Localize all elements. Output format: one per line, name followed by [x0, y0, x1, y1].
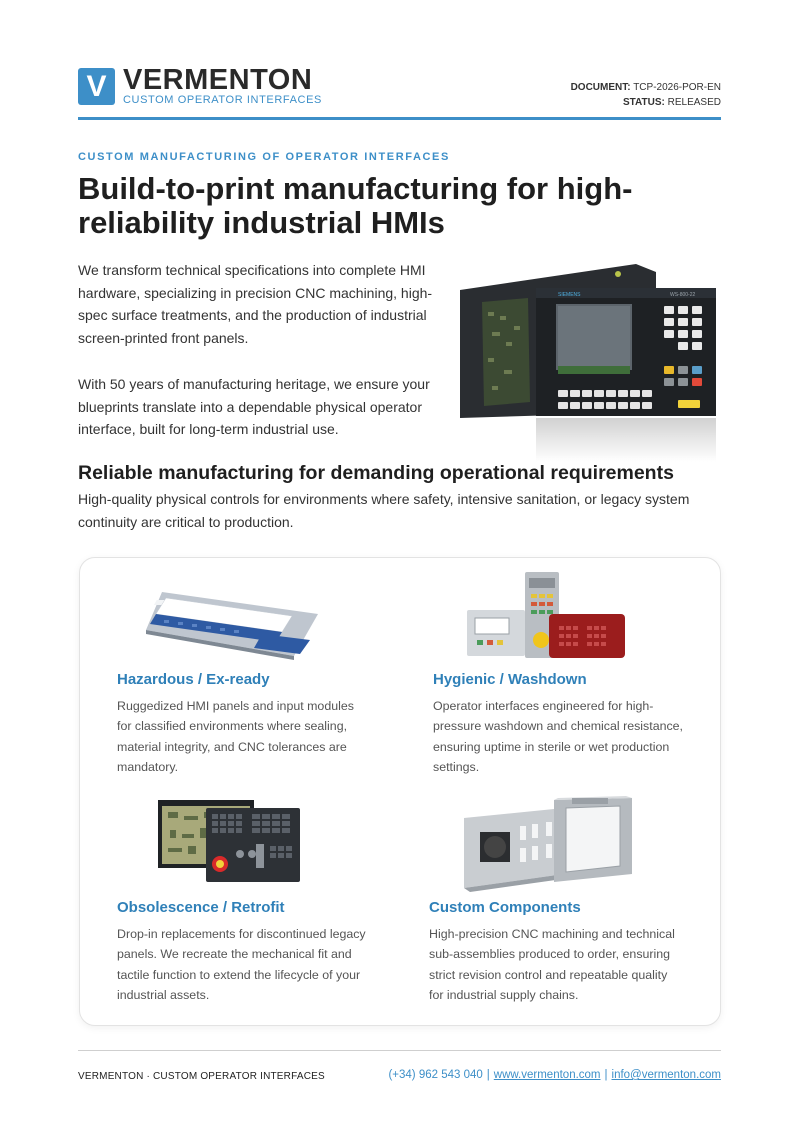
footer-company: VERMENTON · CUSTOM OPERATOR INTERFACES: [78, 1071, 325, 1082]
page-header: [78, 66, 721, 120]
intro-text: [78, 259, 443, 441]
keyboard-panel-image: [142, 584, 322, 664]
hero-brand-label: SIEMENS: [558, 292, 581, 298]
footer-contacts: [388, 1069, 721, 1081]
document-number: TCP-2026-POR-EN: [633, 82, 721, 93]
feature-description-hazardous: Ruggedized HMI panels and input modules for classified environments where sealing, material integrity, and CNC tolerances are mandatory.: [117, 699, 354, 774]
footer-separator: |: [604, 1069, 608, 1081]
feature-description-hygienic: Operator interfaces engineered for high-pressure washdown and chemical resistance, ensuring uptime in sterile or wet production settings.: [433, 699, 684, 774]
feature-title-hygienic: Hygienic / Washdown: [433, 671, 587, 688]
brand-name: VERMENTON: [123, 64, 313, 96]
feature-title-obsolescence: Obsolescence / Retrofit: [117, 899, 285, 916]
washdown-panels-image: [467, 570, 627, 660]
status-label: STATUS:: [623, 97, 665, 108]
intro-paragraph-1: We transform technical specifications into complete HMI hardware, specializing in precision CNC machining, high-spec surface treatments, and the production of industrial screen-printed front panels.: [78, 262, 433, 347]
eyebrow-label: CUSTOM MANUFACTURING OF OPERATOR INTERFACES: [78, 151, 450, 163]
features-card: [79, 557, 721, 1026]
feature-description-obsolescence: Drop-in replacements for discontinued legacy panels. We recreate the mechanical fit and tactile function to extend the lifecycle of your industrial assets.: [117, 927, 366, 1002]
section-title: Reliable manufacturing for demanding operational requirements: [78, 462, 674, 484]
intro-paragraph-2: With 50 years of manufacturing heritage, we ensure your blueprints translate into a dependable physical operator interface, built for long-term industrial use.: [78, 375, 430, 438]
feature-description-custom-components: High-precision CNC machining and technical sub-assemblies produced to order, ensuring strict revision control and repeatable quality for industrial supply chains.: [429, 927, 675, 1002]
brand-tagline: CUSTOM OPERATOR INTERFACES: [123, 94, 322, 106]
sheet-metal-components-image: [462, 796, 634, 896]
feature-title-hazardous: Hazardous / Ex-ready: [117, 671, 270, 688]
footer-email-link[interactable]: info@vermenton.com: [611, 1069, 721, 1081]
footer-phone[interactable]: (+34) 962 543 040: [388, 1069, 483, 1081]
footer-website-link[interactable]: www.vermenton.com: [493, 1069, 601, 1081]
retrofit-panels-image: [156, 796, 302, 884]
status-value: RELEASED: [667, 97, 721, 108]
header-divider: [78, 117, 721, 120]
hero-panel-image: [458, 262, 720, 462]
document-meta: [571, 80, 721, 110]
page-headline: Build-to-print manufacturing for high-reliability industrial HMIs: [78, 171, 633, 240]
document-label: DOCUMENT:: [570, 82, 631, 93]
footer-separator: |: [486, 1069, 490, 1081]
hero-model-label: WS-800-22: [670, 292, 696, 298]
feature-title-custom-components: Custom Components: [429, 899, 581, 916]
section-description: High-quality physical controls for environments where safety, intensive sanitation, or legacy system continuity are critical to production.: [78, 491, 690, 530]
logo-mark: V: [78, 68, 115, 105]
footer-divider: [78, 1050, 721, 1051]
